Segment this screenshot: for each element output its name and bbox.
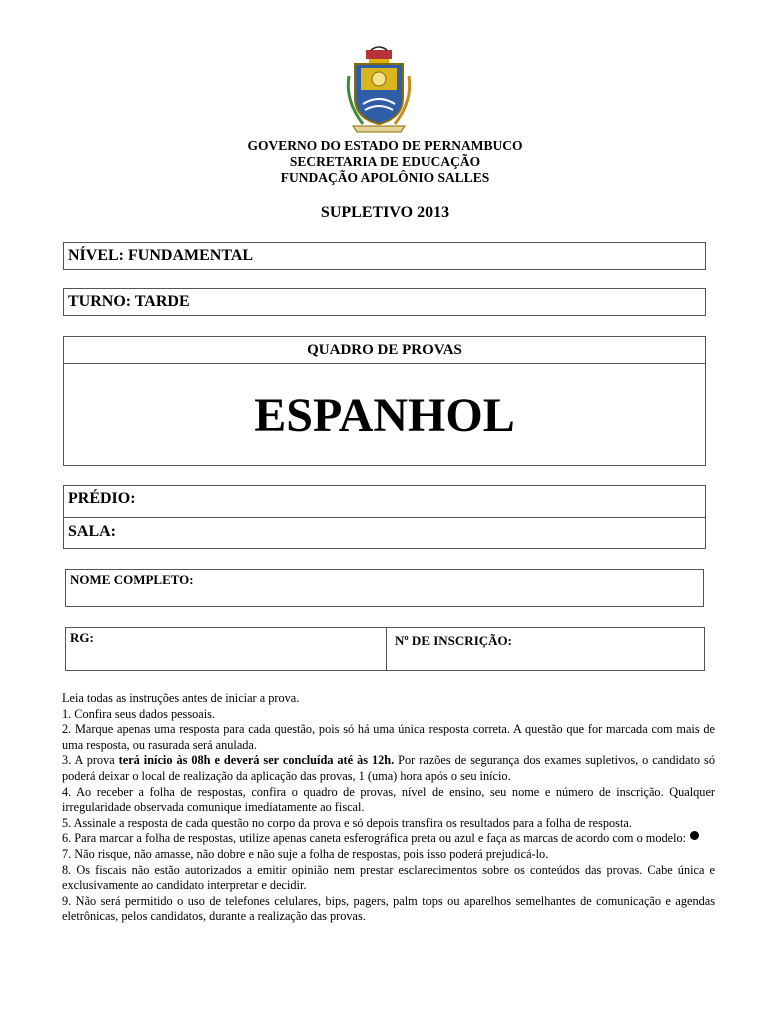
header-foundation: FUNDAÇÃO APOLÔNIO SALLES bbox=[280, 170, 490, 185]
quadro-divider bbox=[64, 363, 705, 364]
nivel-box bbox=[63, 242, 706, 270]
turno-label: TURNO: TARDE bbox=[68, 293, 190, 310]
nivel-label: NÍVEL: FUNDAMENTAL bbox=[68, 247, 254, 264]
instruction-3 bbox=[62, 753, 715, 784]
rg-label: RG: bbox=[70, 630, 94, 645]
instruction-5: 5. Assinale a resposta de cada questão no corpo da prova e só depois transfira os resultados para a folha de resposta. bbox=[62, 815, 632, 830]
header-secretary: SECRETARIA DE EDUCAÇÃO bbox=[289, 154, 481, 169]
predio-sala-box bbox=[63, 485, 706, 549]
inscricao-label: Nº DE INSCRIÇÃO: bbox=[395, 633, 512, 648]
quadro-provas-box bbox=[63, 336, 706, 466]
subject-title: ESPANHOL bbox=[254, 389, 515, 442]
instruction-2: 2. Marque apenas uma resposta para cada questão, pois só há uma única resposta correta. A questão que for marcada com mais de uma resposta, ou rasurada será anulada. bbox=[62, 722, 715, 752]
nome-label: NOME COMPLETO: bbox=[70, 572, 194, 587]
instruction-3-pre: 3. A prova bbox=[62, 753, 119, 768]
rg-box bbox=[65, 627, 387, 671]
instructions-intro: Leia todas as instruções antes de iniciar a prova. bbox=[62, 691, 300, 705]
quadro-provas-title: QUADRO DE PROVAS bbox=[307, 342, 462, 358]
filled-circle-icon bbox=[690, 831, 699, 840]
coat-of-arms-icon bbox=[343, 46, 415, 134]
header-government: GOVERNO DO ESTADO DE PERNAMBUCO bbox=[247, 138, 523, 153]
exam-title: SUPLETIVO 2013 bbox=[320, 204, 450, 221]
instruction-6 bbox=[62, 831, 715, 847]
inscricao-box bbox=[386, 627, 705, 671]
predio-divider bbox=[64, 517, 705, 518]
sala-label: SALA: bbox=[68, 523, 117, 540]
instruction-3-bold: terá início às 08h e deverá ser concluída até às 12h. bbox=[118, 753, 395, 768]
instruction-6-text: 6. Para marcar a folha de respostas, utilize apenas caneta esferográfica preta ou azul e faça as marcas de acordo com o modelo: bbox=[62, 831, 687, 846]
instruction-4: 4. Ao receber a folha de respostas, confira o quadro de provas, nível de ensino, seu nome e número de inscrição. Qualquer irregularidade observada comunique imediatamente ao fiscal. bbox=[62, 784, 715, 815]
nome-box bbox=[65, 569, 704, 607]
instruction-1: 1. Confira seus dados pessoais. bbox=[62, 706, 216, 721]
instructions bbox=[62, 691, 715, 925]
predio-label: PRÉDIO: bbox=[68, 490, 136, 507]
instruction-9: 9. Não será permitido o uso de telefones celulares, bips, pagers, palm tops ou aparelhos semelhantes de comunicação e agendas eletrônicas, pelos candidatos, durante a realização das provas. bbox=[62, 893, 715, 924]
instruction-7: 7. Não risque, não amasse, não dobre e não suje a folha de respostas, pois isso poderá prejudicá-lo. bbox=[62, 846, 549, 861]
turno-box bbox=[63, 288, 706, 316]
instruction-8: 8. Os fiscais não estão autorizados a emitir opinião nem prestar esclarecimentos sobre os conteúdos das provas. Cabe única e exclusivamente ao candidato interpretar e decidir. bbox=[62, 862, 715, 893]
instruction-3-post: Por razões de segurança dos exames supletivos, o candidato só poderá deixar o local de realização da aplicação das provas, 1 (uma) hora após o seu início. bbox=[62, 753, 715, 783]
